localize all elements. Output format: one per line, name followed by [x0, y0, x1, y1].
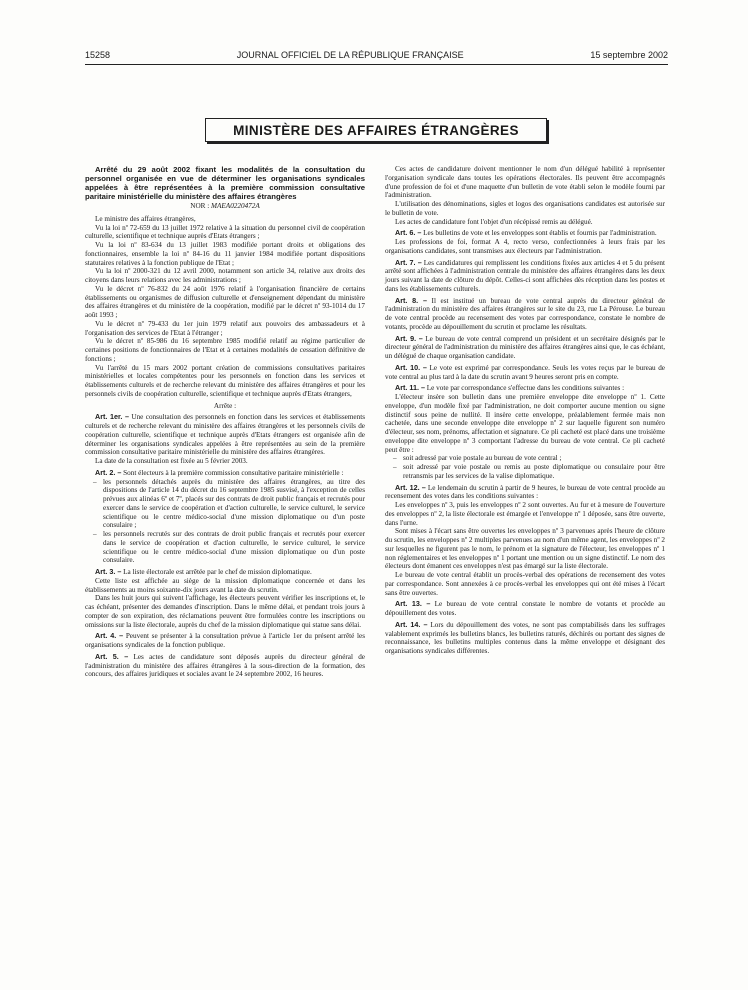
article-label: Art. 8. –	[395, 295, 427, 305]
article-12	[385, 484, 665, 502]
article-10	[385, 364, 665, 382]
list-item: – soit adressé par voie postale ou remis au poste diplomatique ou consulaire pour être retransmis par les services de la valise diplomatique.	[403, 463, 665, 481]
article-label: Art. 1er. –	[95, 412, 129, 422]
paragraph: Dans les huit jours qui suivent l'affichage, les électeurs peuvent vérifier les inscriptions et, le cas échéant, présenter des demandes d'inscription. Dans le même délai, et pendant trois jours à compter de son expiration, des réclamations peuvent être formulées contre les inscriptions ou omissions sur la liste électorale, auprès du chef de la mission diplomatique qui statue sans délai.	[85, 594, 365, 629]
article-label: Art. 13. –	[395, 599, 431, 609]
article-5	[85, 653, 365, 679]
article-text: Les bulletins de vote et les enveloppes sont établis et fournis par l'administration.	[423, 229, 657, 238]
paragraph: Sont mises à l'écart sans être ouvertes les enveloppes nº 3 parvenues après l'heure de clôture du scrutin, les enveloppes nº 2 multiples parvenues au nom d'un même agent, les enveloppes nº 2 sur lesquelles ne figurent pas le nom, le prénom et la signature de l'électeur, les enveloppes nº 1 non réglementaires et les enveloppes nº 1 portant une mention ou un signe distinctif. Le nom des électeurs dont émanent ces enveloppes n'est pas émargé sur la liste électorale.	[385, 527, 665, 571]
paragraph: Les actes de candidature font l'objet d'un récépissé remis au délégué.	[395, 217, 593, 226]
paragraph: Le bureau de vote central établit un procès-verbal des opérations de recensement des votes par correspondance. Sont annexées à ce procès-verbal les enveloppes qui ont été mises à l'écart sans être ouvertes.	[385, 571, 665, 597]
article-8	[385, 297, 665, 332]
ballot-options-list	[385, 454, 665, 480]
article-text: Le bureau de vote central constate le nombre de votants et procède au dépouillement des votes.	[385, 600, 665, 617]
paragraph: Vu la loi nº 83-634 du 13 juillet 1983 modifiée portant droits et obligations des fonctionnaires, ensemble la loi nº 84-16 du 11 janvier 1984 modifiée portant dispositions statutaires relatives à la fonction publique de l'Etat ;	[85, 241, 365, 267]
paragraph: Vu la loi nº 72-659 du 13 juillet 1972 relative à la situation du personnel civil de coopération culturelle, scientifique et technique auprès d'Etats étrangers ;	[85, 223, 365, 241]
left-column	[85, 165, 365, 679]
article-label: Art. 9. –	[395, 333, 423, 343]
paragraph: La date de la consultation est fixée au 5 février 2003.	[95, 457, 248, 465]
article-label: Art. 3. –	[95, 567, 122, 576]
article-2	[85, 469, 365, 478]
article-text: Une consultation des personnels en fonction dans les services et établissements culturels et de recherche relevant du ministère des affaires étrangères et les personnels civils de coopération culturelle, scientifique et technique auprès d'Etats étrangers est organisée afin de déterminer les organisations syndicales appelées à être représentées au sein de la première commission consultative paritaire ministérielle du ministère des affaires étrangères.	[85, 413, 366, 457]
paragraph: Vu le décret nº 76-832 du 24 août 1976 relatif à l'organisation financière de certains établissements ou organismes de diffusion culturelle et d'enseignement dépendant du ministère des affaires étrangères et du ministère de la coopération, modifié par le décret nº 93-1014 du 17 août 1993 ;	[85, 284, 365, 319]
article-text: Les candidatures qui remplissent les conditions fixées aux articles 4 et 5 du présent arrêté sont affichées à l'administration centrale du ministère des affaires étrangères dans les deux jours suivant la date de clôture du dépôt. Celles-ci sont affichées dès réception dans les postes et dans les établissements culturels.	[385, 258, 665, 293]
article-4	[85, 632, 365, 650]
paragraph: Le ministre des affaires étrangères,	[95, 214, 196, 223]
journal-title: JOURNAL OFFICIEL DE LA RÉPUBLIQUE FRANÇAISE	[236, 50, 464, 60]
header-rule	[85, 64, 668, 65]
page-header	[85, 48, 668, 62]
paragraph: Ces actes de candidature doivent mentionner le nom d'un délégué habilité à représenter l'organisation syndicale dans toutes les opérations électorales. Ils peuvent être accompagnés d'une profession de foi et d'une maquette d'un bulletin de vote établi selon le modèle fourni par l'administration.	[385, 165, 665, 200]
paragraph: Vu le décret nº 85-986 du 16 septembre 1985 modifié relatif au régime particulier de certaines positions de fonctionnaires de l'Etat et à certaines modalités de cessation définitive de fonctions ;	[85, 337, 365, 363]
article-label: Art. 2. –	[95, 467, 122, 477]
article-3	[85, 568, 365, 577]
article-text: Le vote par correspondance s'effectue dans les conditions suivantes :	[426, 384, 625, 393]
electors-list	[85, 478, 365, 566]
article-text: La liste électorale est arrêtée par le chef de mission diplomatique.	[123, 568, 312, 576]
list-item: – les personnels détachés auprès du ministère des affaires étrangères, au titre des dispositions de l'article 14 du décret du 16 septembre 1985 susvisé, à l'exception de celles prévues aux alinéas 6º et 7º, placés sur des contrats de droit public français et recrutés pour exercer dans le service de coopération et d'action culturelle, le service culturel, le service scientifique ou le centre médico-social d'une mission diplomatique ou d'un poste consulaire ;	[103, 478, 365, 531]
article-text: Sont électeurs à la première commission consultative paritaire ministérielle :	[123, 468, 344, 477]
article-1	[85, 413, 365, 457]
right-column	[385, 165, 665, 656]
article-label: Art. 4. –	[95, 631, 124, 641]
nor-value: MAEA0220472A	[211, 202, 260, 210]
article-label: Art. 6. –	[395, 228, 422, 238]
paragraph: Vu le décret nº 79-433 du 1er juin 1979 relatif aux pouvoirs des ambassadeurs et à l'organisation des services de l'Etat à l'étranger ;	[85, 319, 365, 337]
paragraph: Les enveloppes nº 3, puis les enveloppes nº 2 sont ouvertes. Au fur et à mesure de l'ouverture des enveloppes nº 2, la liste électorale est émargée et l'enveloppe nº 1 déposée, sans être ouverte, dans l'urne.	[385, 501, 665, 527]
paragraph: Vu l'arrêté du 15 mars 2002 portant création de commissions consultatives paritaires ministérielles et locales compétentes pour les personnels en fonction dans les services et établissements culturels et de recherche relevant du ministère des affaires étrangères et pour les personnels civils de coopération culturelle, scientifique et technique auprès d'Etats étrangers,	[85, 363, 365, 398]
issue-date: 15 septembre 2002	[590, 50, 668, 60]
article-14	[385, 621, 665, 656]
article-text: Les actes de candidature sont déposés auprès du directeur général de l'administration du ministère des affaires étrangères à la sous-direction de la formation, des concours, des affaires juridiques et sociales avant le 24 septembre 2002, 16 heures.	[85, 652, 365, 679]
article-text: Le lendemain du scrutin à partir de 9 heures, le bureau de vote central procède au recensement des votes dans les conditions suivantes :	[385, 483, 665, 501]
article-13	[385, 600, 665, 618]
nor-reference	[85, 202, 365, 211]
page-number: 15258	[85, 50, 111, 60]
article-7	[385, 259, 665, 294]
arrete-heading: Arrête :	[213, 401, 237, 410]
article-text: Il est institué un bureau de vote central auprès du directeur général de l'administration du ministère des affaires étrangères sur le site du 23, rue La Pérouse. Le bureau de vote central procède au recensement des votes par correspondance, constate le nombre de votants, procède au dépouillement du scrutin et proclame les résultats.	[385, 296, 665, 331]
article-label: Art. 14. –	[395, 619, 428, 629]
article-label: Art. 5. –	[95, 651, 129, 661]
article-6	[385, 229, 665, 238]
decree-title: Arrêté du 29 août 2002 fixant les modalités de la consultation du personnel organisée en vue de déterminer les organisations syndicales appelées à être représentées à la première commission consultative paritaire ministérielle du ministère des affaires étrangères	[85, 165, 365, 201]
article-text: Lors du dépouillement des votes, ne sont pas comptabilisés dans les suffrages valablement exprimés les bulletins blancs, les bulletins raturés, déchirés ou portant des signes de reconnaissance, les bulletins multiples contenus dans la même enveloppe et désignant des organisations syndicales différentes.	[385, 620, 665, 655]
article-9	[385, 335, 665, 361]
nor-label: NOR :	[190, 202, 210, 210]
ministry-heading: MINISTÈRE DES AFFAIRES ÉTRANGÈRES	[205, 118, 547, 142]
article-text: Peuvent se présenter à la consultation prévue à l'article 1er du présent arrêté les organisations syndicales de la fonction publique.	[85, 632, 366, 649]
paragraph: L'électeur insère son bulletin dans une première enveloppe dite enveloppe nº 1. Cette enveloppe, d'un modèle fixé par l'administration, ne doit comporter aucune mention ou signe distinctif sous peine de nullité. Il insère cette enveloppe, préalablement fermée mais non cachetée, dans une seconde enveloppe dite enveloppe nº 2 sur laquelle figurent son numéro d'électeur, ses nom, prénoms, affectation et signature. Ce pli cacheté est placé dans une troisième enveloppe dite enveloppe nº 3 comportant l'adresse du bureau de vote central. Ce pli cacheté peut être :	[385, 393, 665, 454]
paragraph: L'utilisation des dénominations, sigles et logos des organisations candidates est autorisée sur le bulletin de vote.	[385, 200, 665, 217]
article-text: Le vote est exprimé par correspondance. Seuls les votes reçus par le bureau de vote central au plus tard à la date du scrutin avant 9 heures seront pris en compte.	[385, 363, 665, 381]
paragraph: Les professions de foi, format A 4, recto verso, confectionnées à leurs frais par les organisations candidates, sont transmises aux électeurs par l'administration.	[385, 238, 665, 255]
article-label: Art. 11. –	[395, 383, 425, 393]
paragraph: Vu la loi nº 2000-321 du 12 avril 2000, notamment son article 34, relative aux droits des citoyens dans leurs relations avec les administrations ;	[85, 267, 365, 284]
article-text: Le bureau de vote central comprend un président et un secrétaire désignés par le directeur général de l'administration du ministère des affaires étrangères ainsi que, le cas échéant, un délégué de chaque organisation candidate.	[385, 334, 665, 360]
paragraph: Cette liste est affichée au siège de la mission diplomatique concernée et dans les établissements au moins soixante-dix jours avant la date du scrutin.	[85, 576, 365, 594]
article-label: Art. 12. –	[395, 482, 426, 492]
article-11	[385, 384, 665, 393]
article-label: Art. 7. –	[395, 257, 422, 267]
list-item: – les personnels recrutés sur des contrats de droit public français et recrutés pour exercer dans le service de coopération et d'action culturelle, le service culturel, le service scientifique ou le centre médico-social d'une mission diplomatique ou d'un poste consulaire.	[103, 530, 365, 565]
list-item: – soit adressé par voie postale au bureau de vote central ;	[403, 454, 665, 463]
article-label: Art. 10. –	[395, 362, 427, 372]
